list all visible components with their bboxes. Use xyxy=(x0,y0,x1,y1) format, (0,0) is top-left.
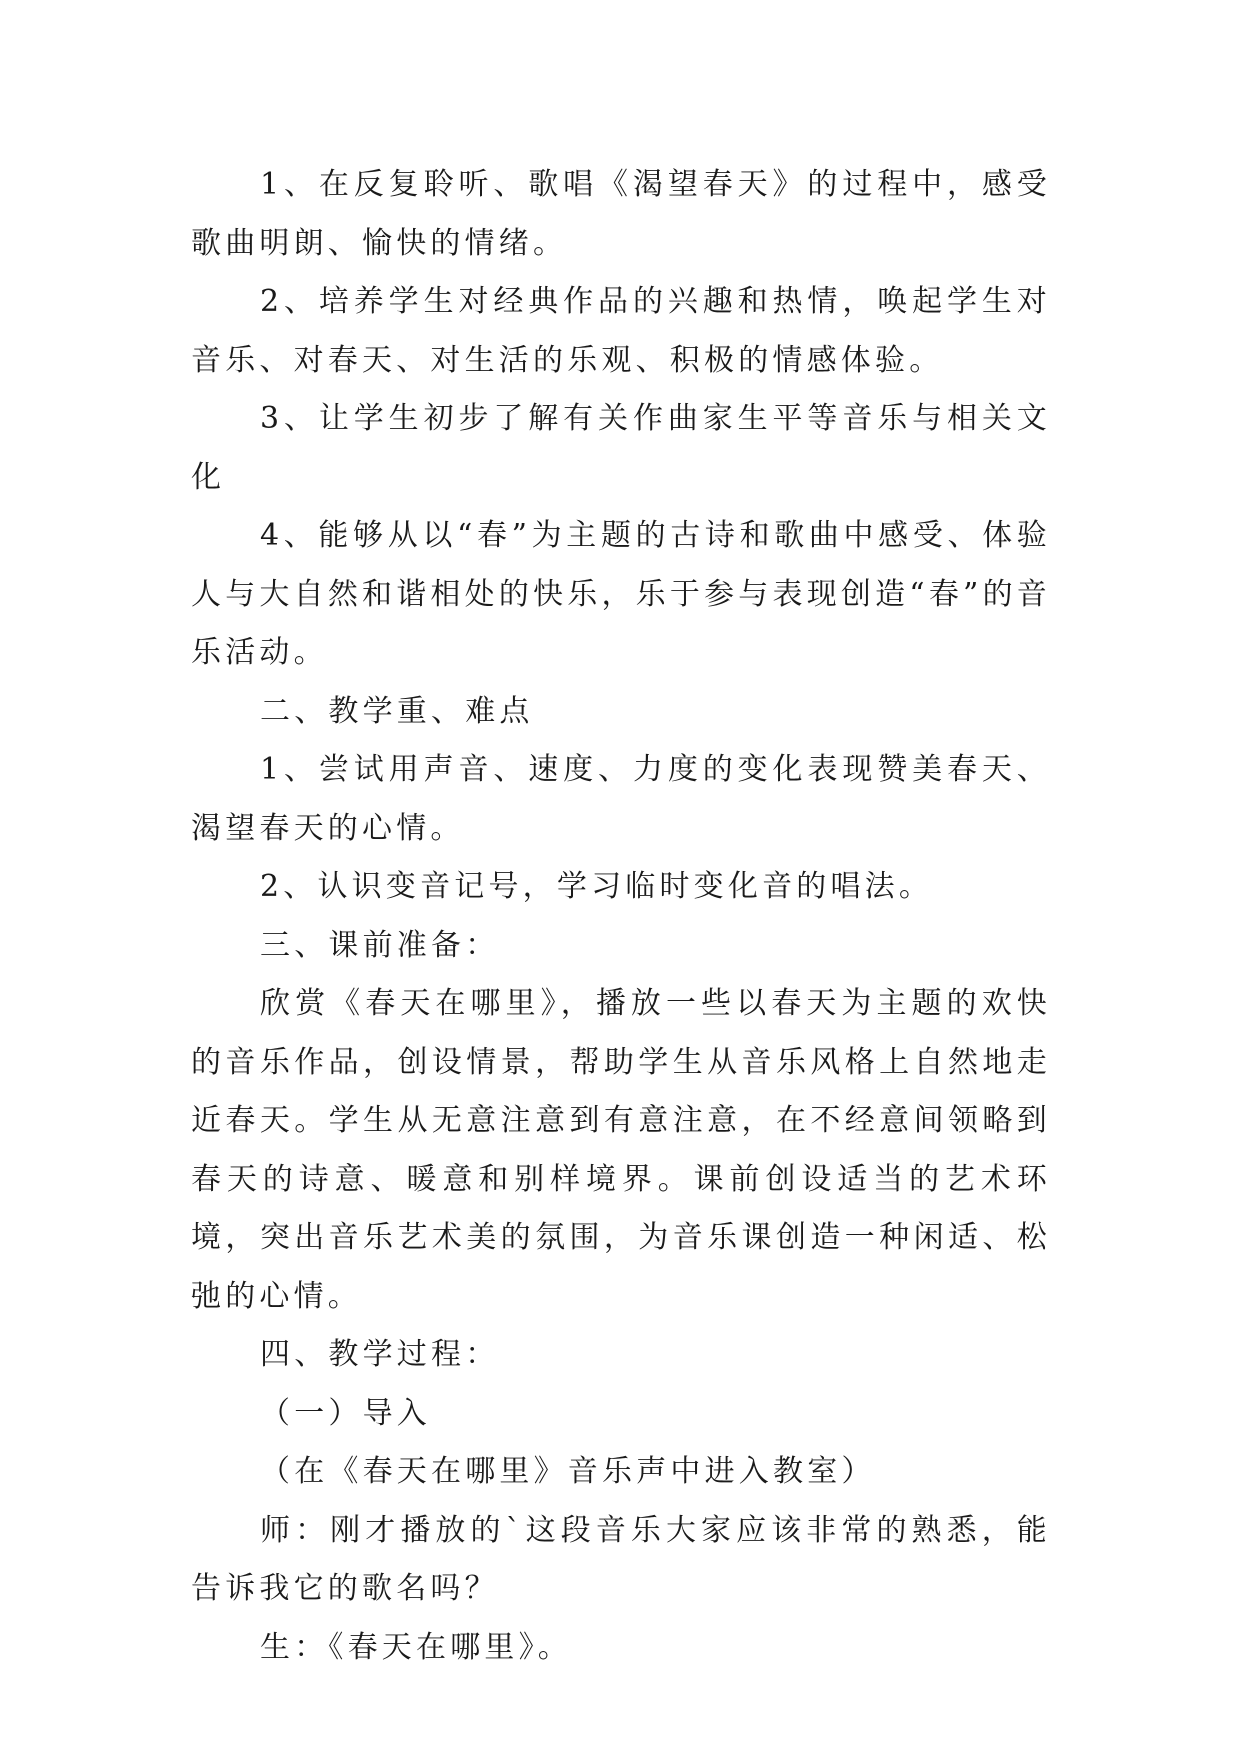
section-heading-process: 四、教学过程： xyxy=(260,1337,500,1372)
key-point-2: 2、认识变音记号，学习临时变化音的唱法。 xyxy=(260,869,934,904)
teacher-line: 师：刚才播放的`这段音乐大家应该非常的熟悉，能告诉我它的歌名吗？ xyxy=(191,1512,1051,1606)
section-heading-key-points: 二、教学重、难点 xyxy=(260,693,534,729)
objective-3: 3、让学生初步了解有关作曲家生平等音乐与相关文化 xyxy=(191,401,1051,495)
document-body xyxy=(191,156,1051,1677)
stage-direction: （在《春天在哪里》音乐声中进入教室） xyxy=(260,1454,876,1489)
objective-2: 2、培养学生对经典作品的兴趣和热情，唤起学生对音乐、对春天、对生活的乐观、积极的情感体验。 xyxy=(191,284,1051,378)
section-heading-preparation: 三、课前准备： xyxy=(260,927,500,963)
objective-1: 1、在反复聆听、歌唱《渴望春天》的过程中，感受歌曲明朗、愉快的情绪。 xyxy=(191,167,1051,261)
preparation-text: 欣赏《春天在哪里》，播放一些以春天为主题的欢快的音乐作品，创设情景，帮助学生从音乐风格上自然地走近春天。学生从无意注意到有意注意，在不经意间领略到春天的诗意、暖意和别样境界。课前创设适当的艺术环境，突出音乐艺术美的氛围，为音乐课创造一种闲适、松弛的心情。 xyxy=(191,986,1051,1314)
student-line: 生：《春天在哪里》。 xyxy=(260,1629,572,1665)
objective-4: 4、能够从以“春”为主题的古诗和歌曲中感受、体验人与大自然和谐相处的快乐，乐于参与表现创造“春”的音乐活动。 xyxy=(191,518,1051,670)
subsection-heading-intro: （一）导入 xyxy=(260,1395,431,1431)
key-point-1: 1、尝试用声音、速度、力度的变化表现赞美春天、渴望春天的心情。 xyxy=(191,752,1051,846)
